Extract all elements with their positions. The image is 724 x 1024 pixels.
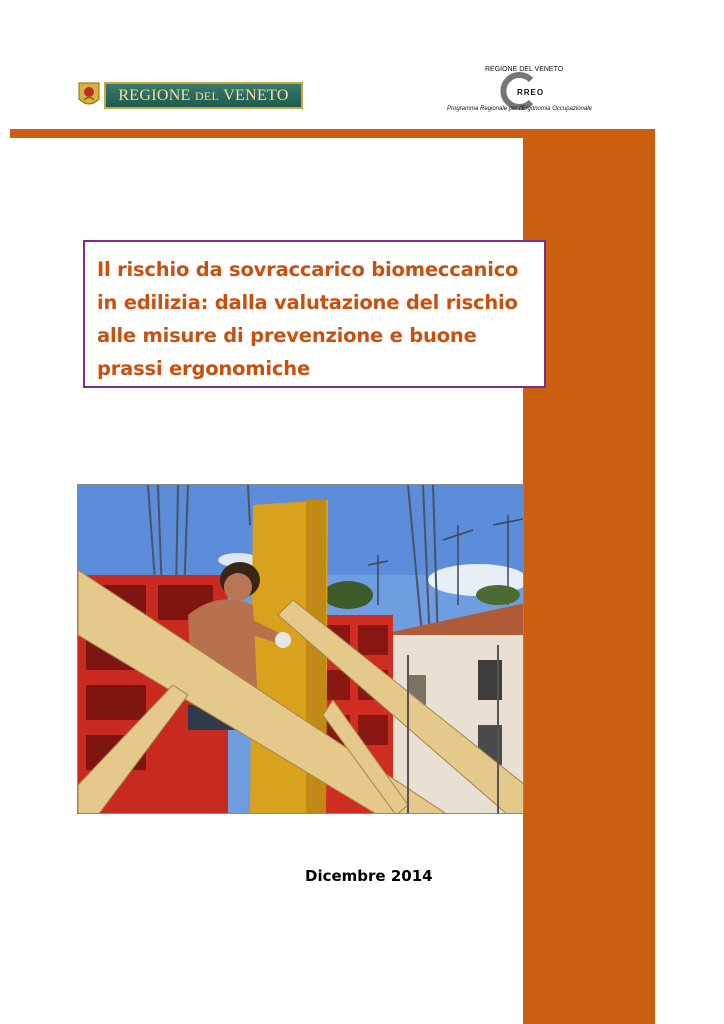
- crreo-bottom-text: Programma Regionale per l'Ergonomia Occupazionale: [447, 106, 592, 112]
- logo-word-veneto: VENETO: [223, 87, 289, 104]
- logo-word-regione: REGIONE: [118, 87, 191, 104]
- title-box: [83, 240, 546, 388]
- document-title: [97, 253, 534, 385]
- publication-date: Dicembre 2014: [305, 867, 433, 885]
- title-line: in edilizia: dalla valutazione del rischio: [97, 291, 518, 314]
- crreo-logo: [447, 66, 592, 116]
- title-line: alle misure di prevenzione e buone: [97, 324, 477, 347]
- title-line: Il rischio da sovraccarico biomeccanico: [97, 258, 519, 281]
- logo-text: [106, 87, 301, 105]
- logo-word-del: DEL: [194, 89, 220, 103]
- regione-veneto-logo: [77, 81, 303, 110]
- orange-header-rule: [10, 129, 655, 138]
- crreo-mark-text: RREO: [517, 88, 545, 97]
- logo-plate: [104, 82, 303, 109]
- lion-crest-icon: [77, 81, 101, 110]
- crreo-top-text: REGIONE DEL VENETO: [485, 66, 564, 73]
- title-line: prassi ergonomiche: [97, 357, 310, 380]
- construction-worker-photo: [77, 484, 524, 814]
